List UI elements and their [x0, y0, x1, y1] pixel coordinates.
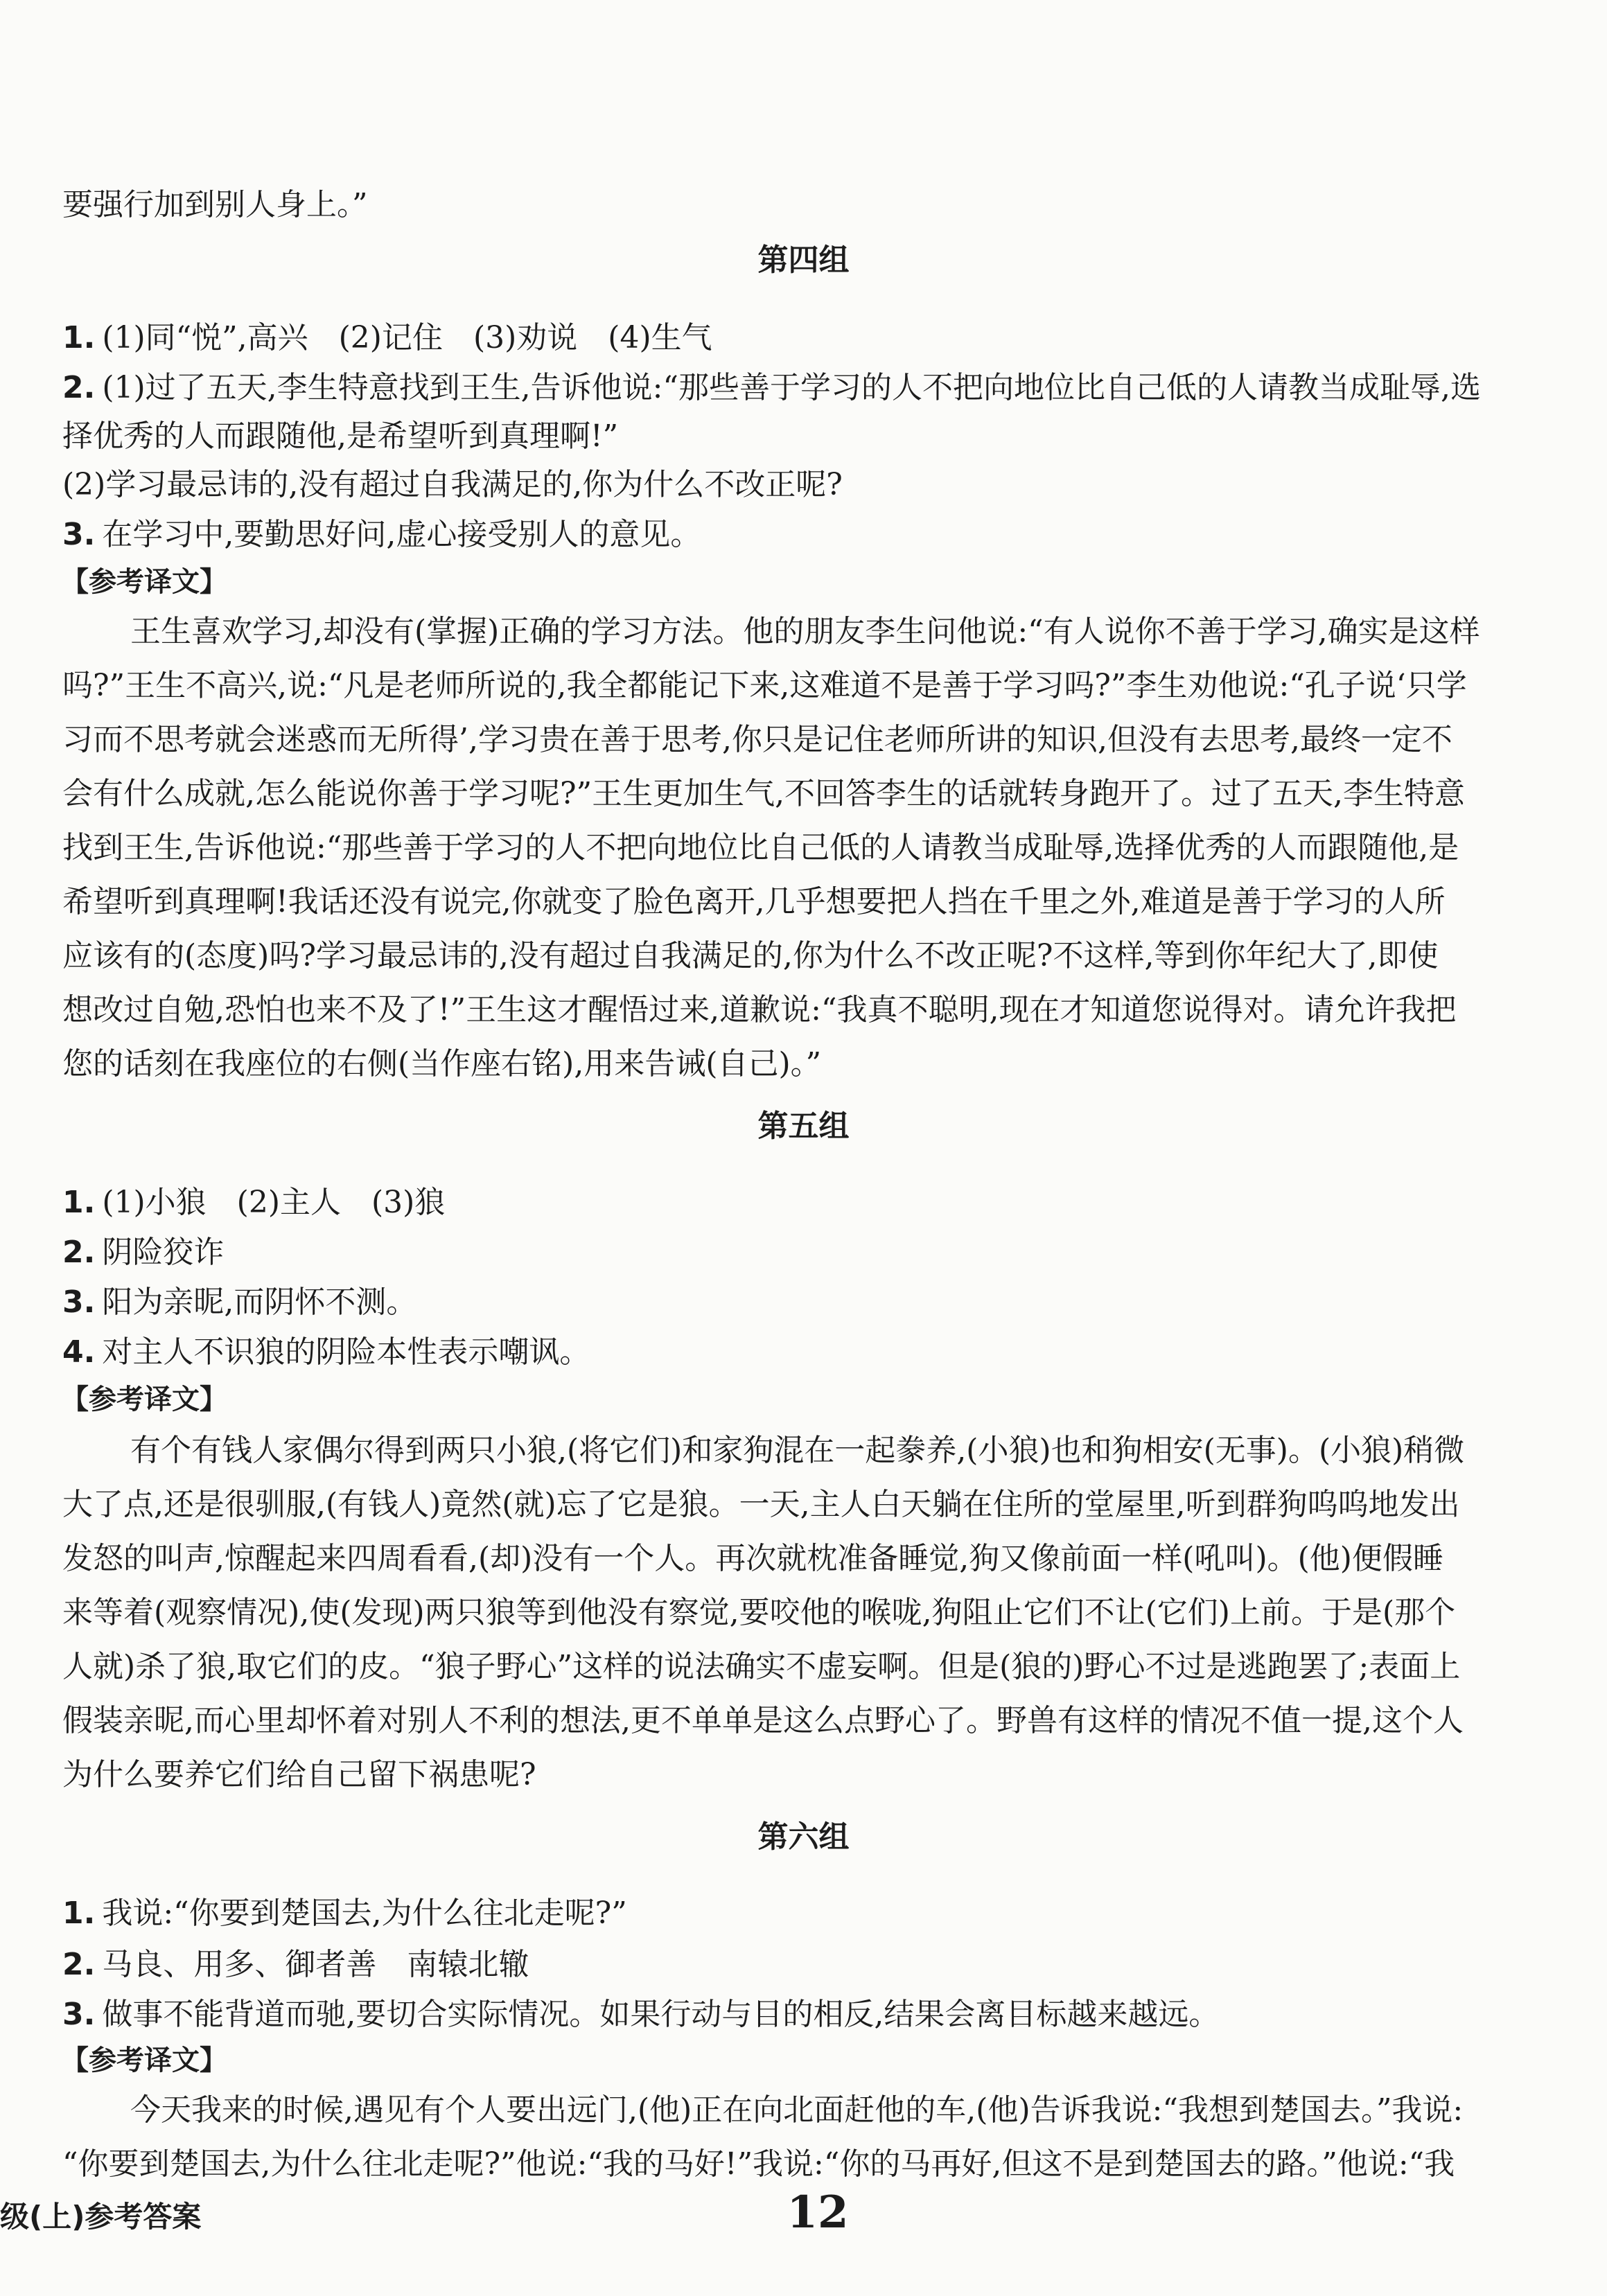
- answer-text: 马良、用多、御者善 南辕北辙: [102, 1947, 529, 1982]
- group5-ref-label: 【参考译文】: [61, 1384, 227, 1415]
- answer-text: 阴险狡诈: [102, 1235, 225, 1270]
- group4-answer-3: [62, 514, 1448, 556]
- group6-translation-line: “你要到楚国去,为什么往北走呢?”他说:“我的马好!”我说:“你的马再好,但这不是到楚国去的路。”他说:“我: [62, 2146, 1455, 2182]
- answer-number: 2.: [62, 1947, 96, 1982]
- group4-translation-line: 习而不思考就会迷惑而无所得’,学习贵在善于思考,你只是记住老师所讲的知识,但没有去思考,最终一定不: [62, 722, 1452, 757]
- group6-title: 第六组: [757, 1819, 850, 1855]
- group6-answer-2: [62, 1944, 1448, 1986]
- group4-ref-label: 【参考译文】: [61, 566, 227, 598]
- group6-answer-3: [62, 1994, 1448, 2036]
- group4-translation-line: 您的话刻在我座位的右侧(当作座右铭),用来告诫(自己)。”: [62, 1046, 822, 1081]
- group5-translation-line: 人就)杀了狼,取它们的皮。“狼子野心”这样的说法确实不虚妄啊。但是(狼的)野心不过是逃跑罢了;表面上: [62, 1649, 1461, 1684]
- answer-text: 阳为亲昵,而阴怀不测。: [102, 1284, 417, 1320]
- group4-title: 第四组: [757, 242, 850, 278]
- answer-number: 2.: [62, 1235, 96, 1270]
- group4-answer-2-line1: [62, 367, 1481, 409]
- intro-line: 要强行加到别人身上。”: [62, 187, 368, 222]
- group5-answer-4: [62, 1332, 1448, 1373]
- answer-text: 我说:“你要到楚国去,为什么往北走呢?”: [102, 1896, 627, 1931]
- footer-label: 级(上)参考答案: [0, 2200, 202, 2234]
- answer-number: 3.: [62, 1284, 96, 1320]
- group5-answer-1: [62, 1182, 1448, 1224]
- group5-translation-line: 为什么要养它们给自己留下祸患呢?: [62, 1757, 536, 1792]
- answer-text: (1)小狼 (2)主人 (3)狼: [102, 1185, 446, 1220]
- group4-translation-line: 会有什么成就,怎么能说你善于学习呢?”王生更加生气,不回答李生的话就转身跑开了。过了五天,李生特意: [62, 776, 1466, 811]
- group4-answer-2-line2: 择优秀的人而跟随他,是希望听到真理啊!”: [62, 418, 619, 454]
- page-number: 12: [787, 2187, 849, 2238]
- group6-ref-label: 【参考译文】: [61, 2045, 227, 2076]
- answer-number: 2.: [62, 370, 96, 405]
- answer-number: 1.: [62, 320, 96, 355]
- answer-number: 3.: [62, 1997, 96, 2032]
- group5-title: 第五组: [757, 1109, 850, 1144]
- answer-number: 1.: [62, 1185, 96, 1220]
- group5-translation-line: 来等着(观察情况),使(发现)两只狼等到他没有察觉,要咬他的喉咙,狗阻止它们不让(它们)上前。于是(那个: [62, 1595, 1456, 1630]
- group4-answer-2-line3: (2)学习最忌讳的,没有超过自我满足的,你为什么不改正呢?: [62, 467, 843, 502]
- answer-text: 对主人不识狼的阴险本性表示嘲讽。: [102, 1334, 590, 1370]
- answer-text: 在学习中,要勤思好问,虚心接受别人的意见。: [102, 517, 701, 552]
- group5-translation-line: 发怒的叫声,惊醒起来四周看看,(却)没有一个人。再次就枕准备睡觉,狗又像前面一样(吼叫)。(他)便假睡: [62, 1541, 1443, 1576]
- group4-translation-line: 王生喜欢学习,却没有(掌握)正确的学习方法。他的朋友李生问他说:“有人说你不善于学习,确实是这样: [130, 614, 1480, 649]
- answer-number: 3.: [62, 517, 96, 552]
- group6-translation-line: 今天我来的时候,遇见有个人要出远门,(他)正在向北面赶他的车,(他)告诉我说:“我想到楚国去。”我说:: [130, 2092, 1464, 2128]
- answer-text: (1)过了五天,李生特意找到王生,告诉他说:“那些善于学习的人不把向地位比自己低的人请教当成耻辱,选: [102, 370, 1481, 405]
- group4-translation-line: 应该有的(态度)吗?学习最忌讳的,没有超过自我满足的,你为什么不改正呢?不这样,等到你年纪大了,即使: [62, 938, 1439, 973]
- group5-answer-2: [62, 1232, 1448, 1273]
- answer-number: 1.: [62, 1896, 96, 1931]
- group6-answer-1: [62, 1893, 1448, 1934]
- group4-translation-line: 找到王生,告诉他说:“那些善于学习的人不把向地位比自己低的人请教当成耻辱,选择优秀的人而跟随他,是: [62, 830, 1459, 865]
- group5-answer-3: [62, 1282, 1448, 1323]
- group4-translation-line: 希望听到真理啊!我话还没有说完,你就变了脸色离开,几乎想要把人挡在千里之外,难道是善于学习的人所: [62, 884, 1446, 919]
- group4-translation-line: 吗?”王生不高兴,说:“凡是老师所说的,我全都能记下来,这难道不是善于学习吗?”李生劝他说:“孔子说‘只学: [62, 668, 1467, 703]
- group4-answer-1: [62, 317, 1448, 359]
- answer-text: 做事不能背道而驰,要切合实际情况。如果行动与目的相反,结果会离目标越来越远。: [102, 1997, 1220, 2032]
- answer-number: 4.: [62, 1334, 96, 1370]
- answer-text: (1)同“悦”,高兴 (2)记住 (3)劝说 (4)生气: [102, 320, 712, 355]
- group5-translation-line: 大了点,还是很驯服,(有钱人)竟然(就)忘了它是狼。一天,主人白天躺在住所的堂屋里,听到群狗呜呜地发出: [62, 1487, 1460, 1522]
- group4-translation-line: 想改过自勉,恐怕也来不及了!”王生这才醒悟过来,道歉说:“我真不聪明,现在才知道您说得对。请允许我把: [62, 992, 1457, 1027]
- group5-translation-line: 假装亲昵,而心里却怀着对别人不利的想法,更不单单是这么点野心了。野兽有这样的情况不值一提,这个人: [62, 1703, 1464, 1738]
- group5-translation-line: 有个有钱人家偶尔得到两只小狼,(将它们)和家狗混在一起豢养,(小狼)也和狗相安(无事)。(小狼)稍微: [130, 1433, 1465, 1468]
